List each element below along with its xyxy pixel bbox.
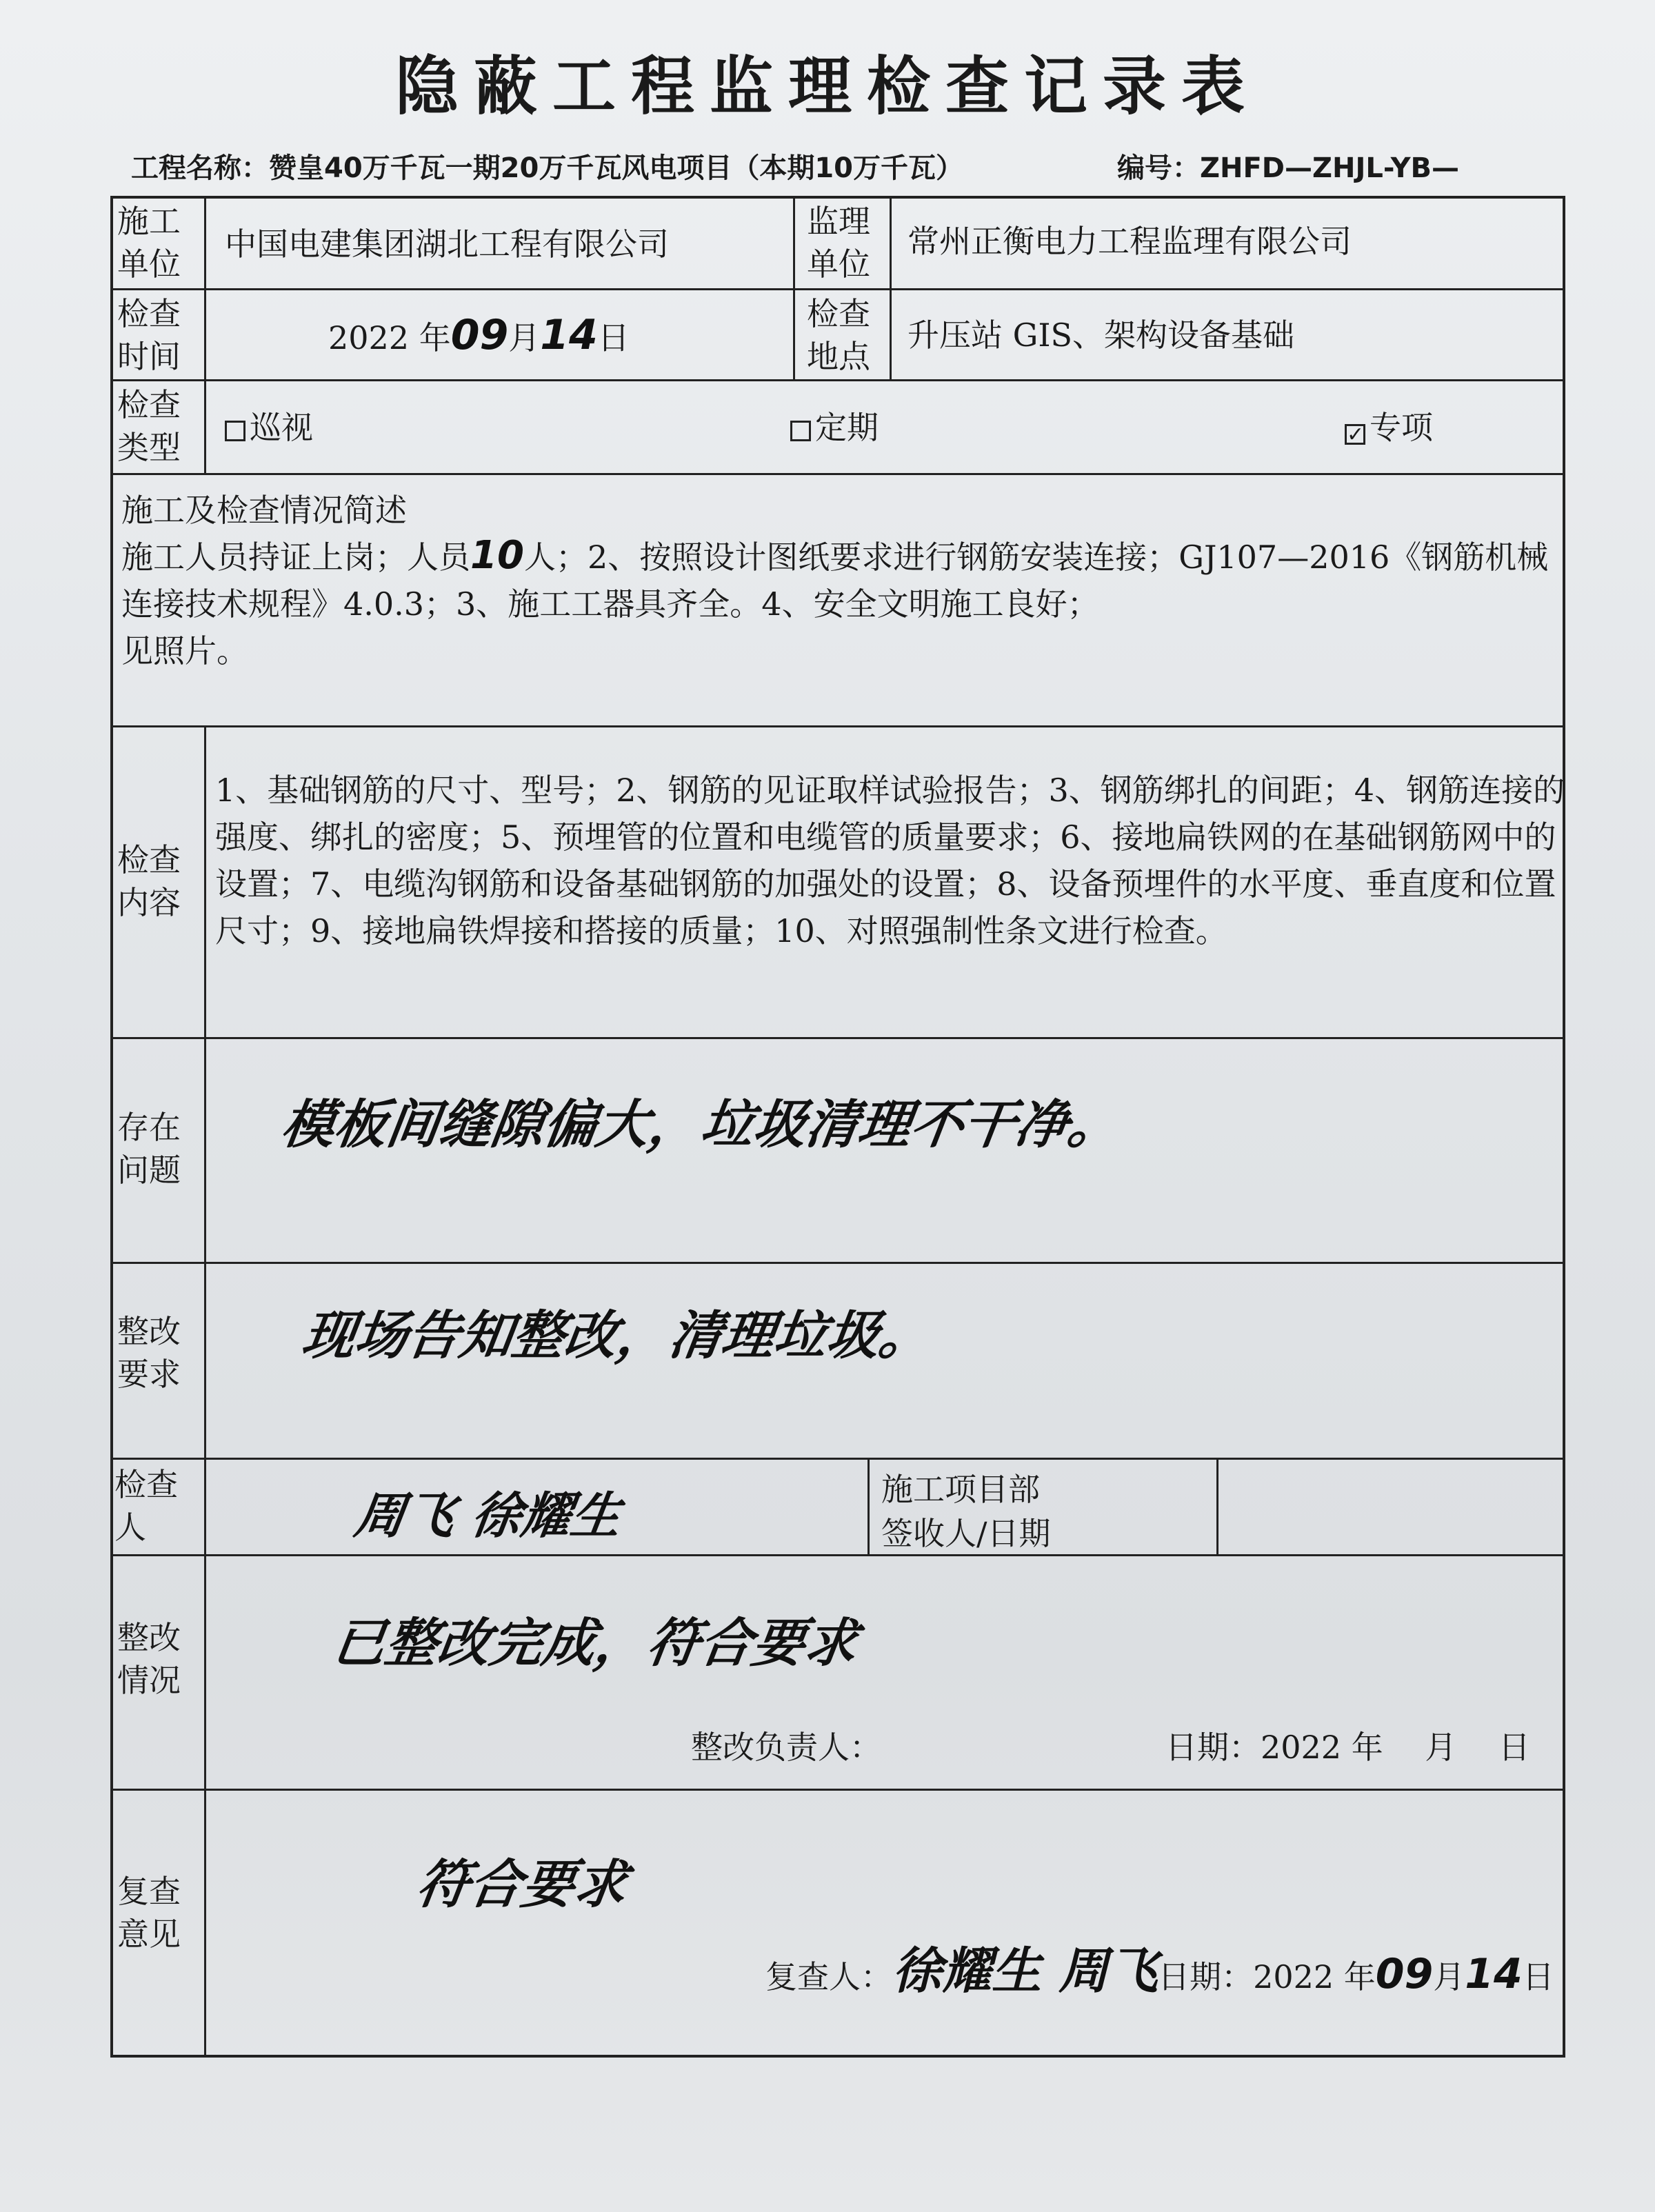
option-periodic[interactable]: [790, 405, 879, 450]
date-month-handwritten: 09: [450, 311, 509, 359]
page-title: 隐蔽工程监理检查记录表: [394, 49, 1260, 123]
checkbox-patrol[interactable]: [225, 421, 245, 441]
summary-text-a: 施工人员持证上岗；人员: [121, 539, 470, 576]
rectification-responsible: 整改负责人：: [691, 1729, 881, 1766]
form-number: 编号：ZHFD—ZHJL-YB—: [1117, 152, 1460, 184]
project-name: 工程名称：赞皇40万千瓦一期20万千瓦风电项目（本期10万千瓦）: [131, 152, 963, 184]
label-check-content: 检查内容: [117, 841, 181, 921]
dept-label-2: 签收人/日期: [881, 1515, 1051, 1552]
construction-unit: 中国电建集团湖北工程有限公司: [225, 225, 669, 263]
project-header: [131, 146, 1510, 185]
summary-count-handwritten: 10: [470, 533, 524, 578]
row-divider: [110, 1262, 1565, 1264]
summary-text-b: 人；2、按照设计图纸要求进行钢筋安装连接；GJ107—2016《钢筋机械连接技术规程》4.0.3；3、施工工器具齐全。4、安全文明施工良好；: [121, 539, 1549, 623]
option-patrol[interactable]: [225, 405, 313, 450]
col-divider: [793, 196, 795, 379]
row-divider: [110, 1458, 1565, 1460]
label-review: 复查意见: [117, 1873, 181, 1953]
label-construction-unit: 施工单位: [117, 203, 181, 283]
col-divider: [867, 1458, 870, 1554]
label-requirements: 整改要求: [117, 1313, 181, 1393]
label-problems: 存在问题: [117, 1109, 181, 1189]
option-periodic-label: 定期: [815, 409, 879, 446]
summary-text: [121, 532, 1563, 674]
summary-heading: 施工及检查情况简述: [121, 492, 407, 529]
supervision-unit: 常州正衡电力工程监理有限公司: [907, 223, 1352, 260]
review-handwritten: 符合要求: [412, 1853, 632, 1915]
review-signoff: [765, 1942, 1554, 2000]
check-content-text: 1、基础钢筋的尺寸、型号；2、钢筋的见证取样试验报告；3、钢筋绑扎的间距；4、钢筋连接的强度、绑扎的密度；5、预埋管的位置和电缆管的质量要求；6、接地扁铁网的在基础钢筋网中的设置；7、电缆沟钢筋和设备基础钢筋的加强处的设置；8、设备预埋件的水平度、垂直度和位置尺寸；9、接地扁铁焊接和搭接的质量；10、对照强制性条文进行检查。: [215, 772, 1565, 949]
inspection-place: 升压站 GIS、架构设备基础: [907, 316, 1295, 354]
date-day-handwritten: 14: [540, 311, 598, 359]
row-divider: [110, 473, 1565, 475]
label-supervision-unit: 监理单位: [807, 203, 870, 283]
option-special[interactable]: [1345, 405, 1433, 450]
problems-handwritten: 模板间缝隙偏大，垃圾清理不干净。: [277, 1094, 1125, 1155]
requirements-handwritten: 现场告知整改，清理垃圾。: [298, 1305, 936, 1366]
row-divider: [110, 379, 1565, 381]
row-divider: [110, 1789, 1565, 1791]
review-day-handwritten: 14: [1465, 1950, 1523, 1998]
checkbox-special[interactable]: ✓: [1345, 424, 1365, 445]
label-inspection-place: 检查地点: [807, 295, 870, 375]
reviewer-handwritten: 徐耀生 周飞: [892, 1942, 1158, 2000]
label-column-divider: [204, 725, 206, 2058]
col-divider: [890, 196, 892, 379]
review-date-prefix: 日期：2022 年: [1158, 1958, 1376, 1995]
inspection-date: [328, 313, 630, 360]
label-column-divider: [204, 196, 206, 473]
rectification-date: 日期：2022 年 月 日: [1165, 1729, 1530, 1766]
date-day-unit: 日: [597, 319, 630, 356]
col-divider: [1216, 1458, 1218, 1554]
review-day-unit: 日: [1522, 1958, 1554, 1995]
option-patrol-label: 巡视: [250, 409, 313, 446]
option-special-label: 专项: [1370, 409, 1433, 446]
checkbox-periodic[interactable]: [790, 421, 811, 441]
row-divider: [110, 1037, 1565, 1039]
row-divider: [110, 288, 1565, 290]
label-inspector: 检查人: [114, 1466, 178, 1546]
summary-text-c: 见照片。: [121, 632, 248, 670]
reviewer-label: 复查人：: [765, 1958, 892, 1995]
row-divider: [110, 1554, 1565, 1556]
label-inspection-type: 检查类型: [117, 386, 181, 466]
label-inspection-time: 检查时间: [117, 295, 181, 375]
review-month-unit: 月: [1433, 1958, 1465, 1995]
dept-label-1: 施工项目部: [881, 1471, 1040, 1508]
row-divider: [110, 725, 1565, 727]
inspector-handwritten: 周飞 徐耀生: [351, 1487, 625, 1545]
date-month-unit: 月: [508, 319, 541, 356]
review-month-handwritten: 09: [1375, 1950, 1434, 1998]
rectification-handwritten: 已整改完成，符合要求: [328, 1612, 862, 1673]
date-year: 2022 年: [328, 319, 451, 356]
label-rectification: 整改情况: [117, 1619, 181, 1699]
